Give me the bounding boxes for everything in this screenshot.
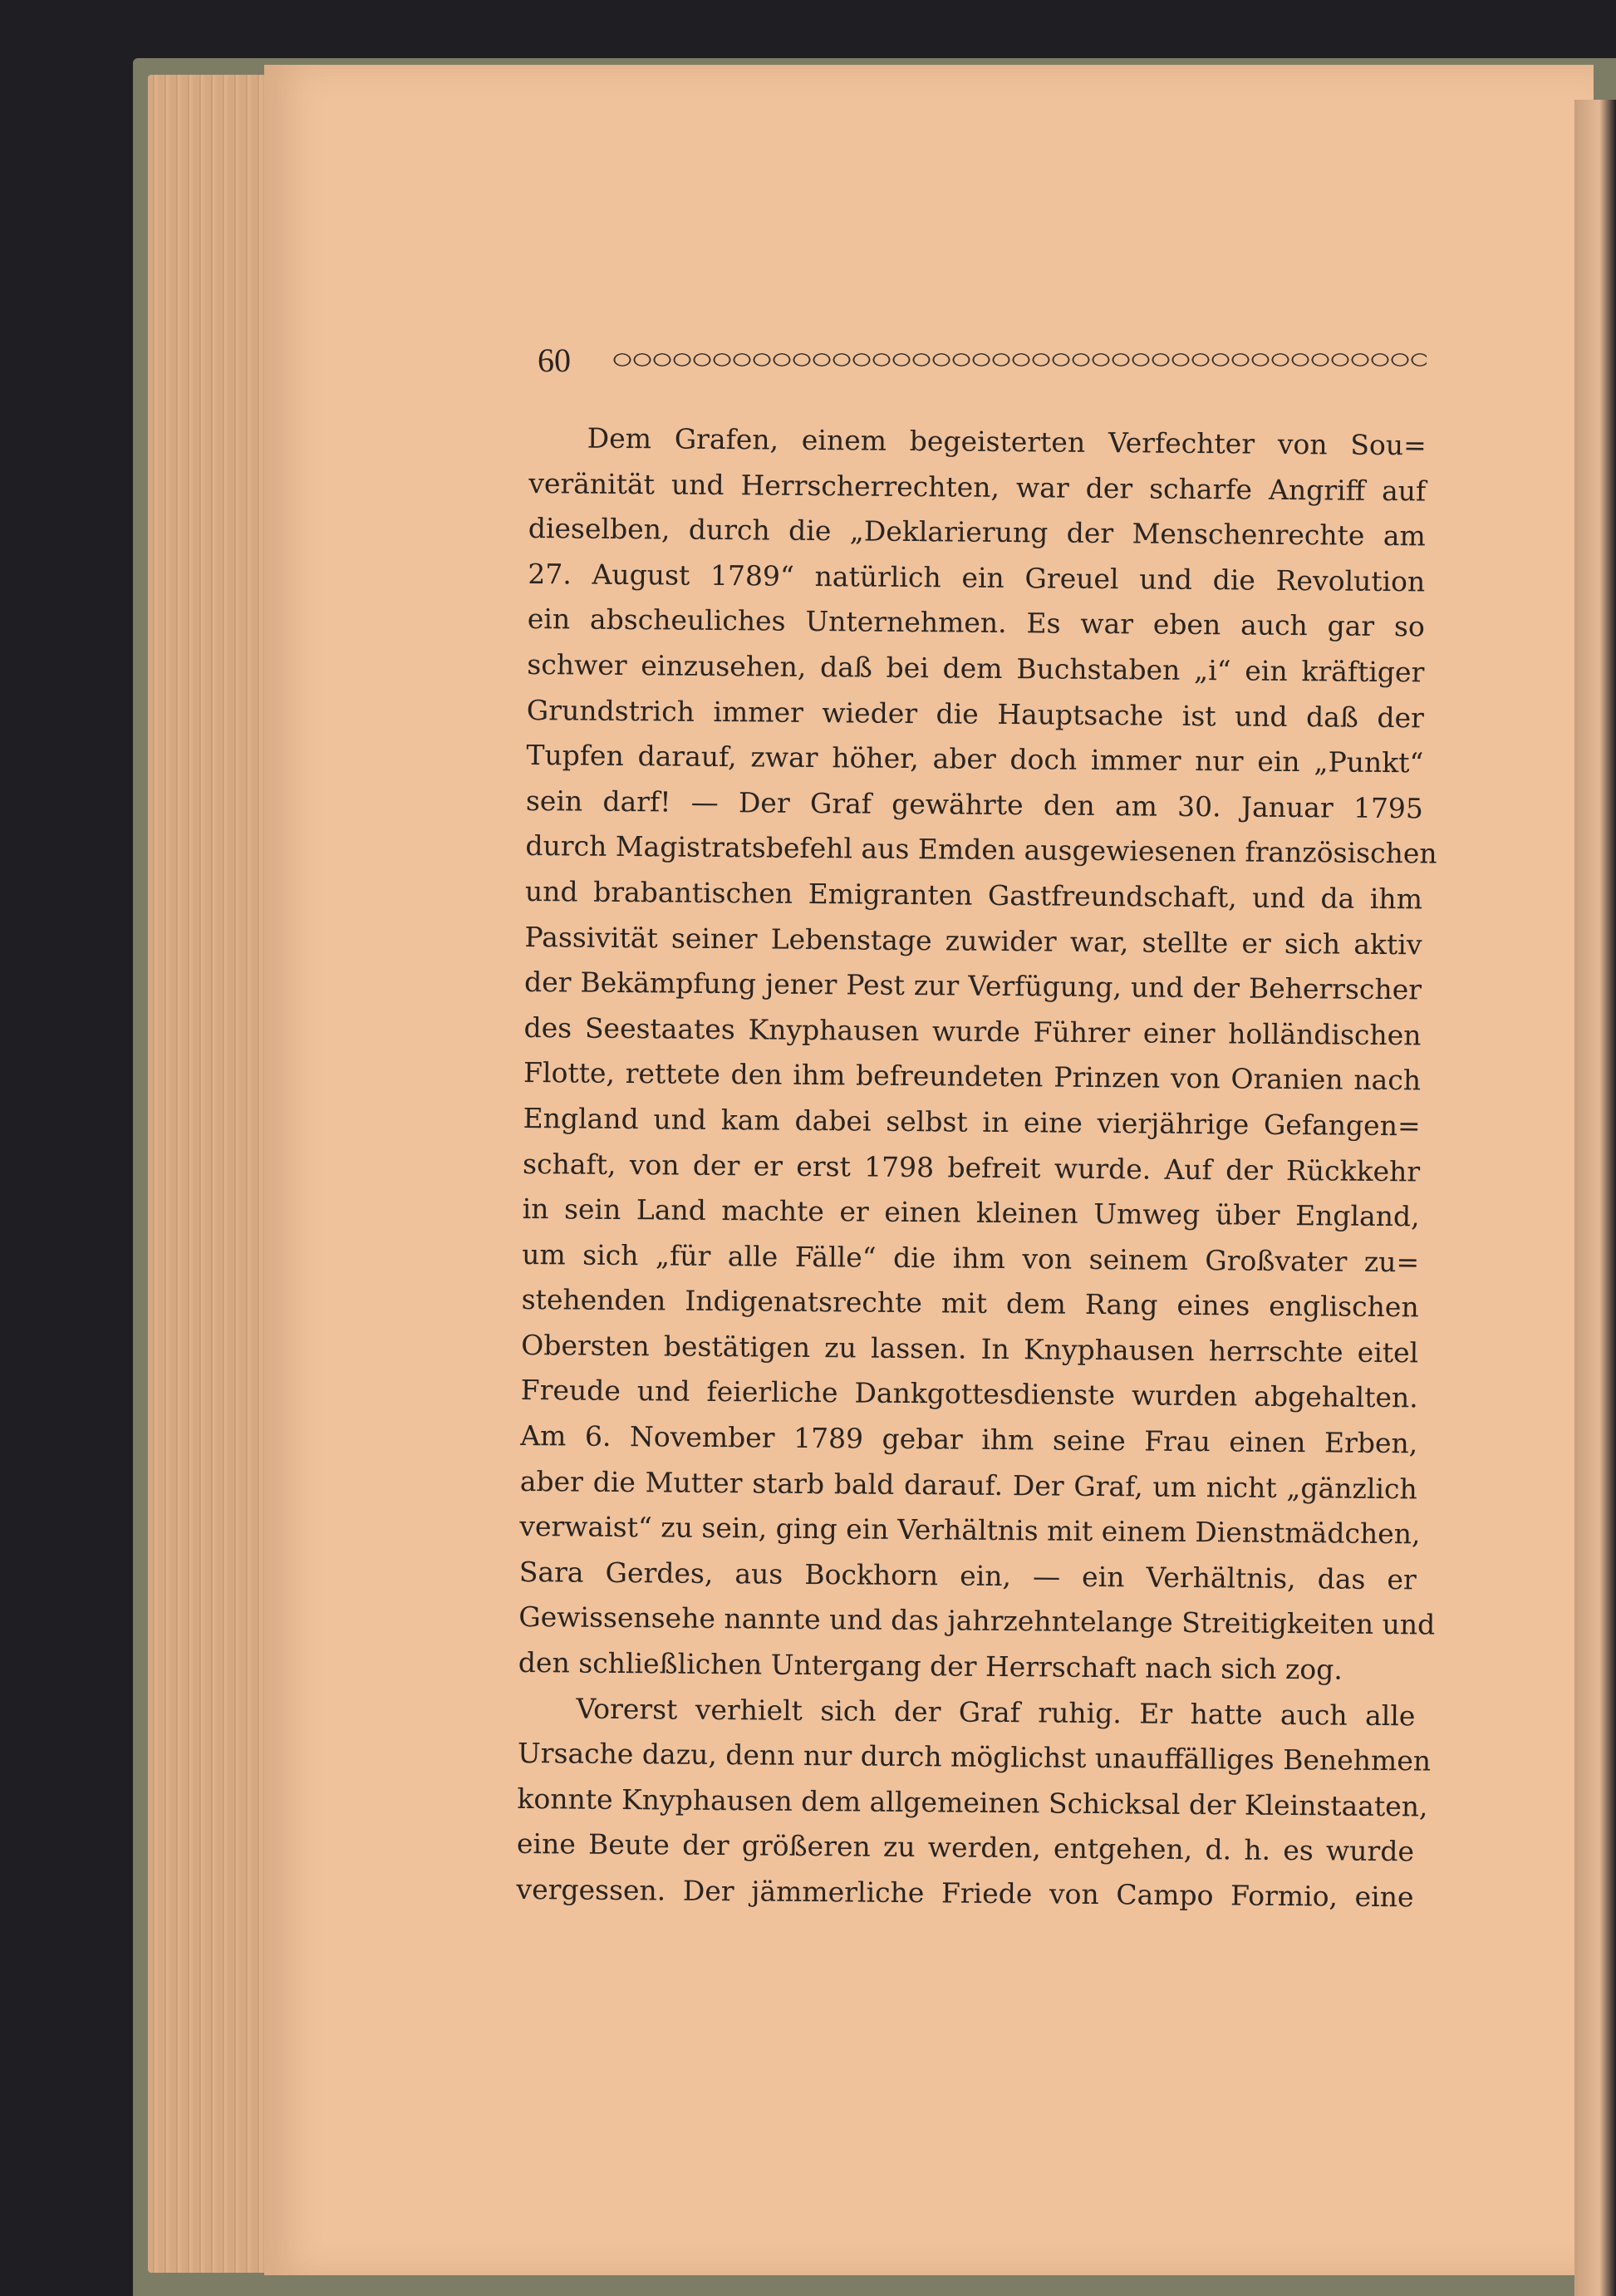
text-line: Gewissensehe nannte und das jahrzehntelange Streitigkeiten und	[518, 1600, 1436, 1642]
text-line: um sich „für alle Fälle“ die ihm von seinem Großvater zu=	[522, 1237, 1420, 1279]
text-line: der Bekämpfung jener Pest zur Verfügung, und der Beherrscher	[523, 966, 1422, 1006]
text-line: Obersten bestätigen zu lassen. In Knyphausen herrschte eitel	[521, 1328, 1419, 1369]
text-line: stehenden Indigenatsrechte mit dem Rang eines englischen	[521, 1283, 1419, 1324]
facing-page-edge	[1574, 100, 1616, 2296]
text-line: vergessen. Der jämmerliche Friede von Campo Formio, eine	[516, 1872, 1414, 1914]
header-ornament-rule	[612, 351, 1427, 369]
text-line: den schließlichen Untergang der Herrschaft nach sich zog.	[518, 1645, 1343, 1686]
text-line: Tupfen darauf, zwar höher, aber doch immer nur ein „Punkt“	[526, 739, 1424, 779]
text-line: eine Beute der größeren zu werden, entgehen, d. h. es wurde	[516, 1827, 1415, 1868]
text-line: England und kam dabei selbst in eine vierjährige Gefangen=	[523, 1101, 1421, 1143]
text-line: aber die Mutter starb bald darauf. Der Graf, um nicht „gänzlich	[519, 1464, 1417, 1506]
page-header	[538, 339, 1427, 381]
page-edges	[148, 75, 277, 2273]
text-line: Sara Gerdes, aus Bockhorn ein, — ein Verhältnis, das er	[518, 1555, 1417, 1596]
text-line: Freude und feierliche Dankgottesdienste wurden abgehalten.	[520, 1374, 1418, 1414]
text-line: ein abscheuliches Unternehmen. Es war eben auch gar so	[527, 602, 1425, 643]
text-line: konnte Knyphausen dem allgemeinen Schicksal der Kleinstaaten,	[517, 1782, 1428, 1823]
text-line: veränität und Herrscherrechten, war der scharfe Angriff auf	[528, 466, 1427, 508]
text-line: 27. August 1789“ natürlich ein Greuel und die Revolution	[528, 557, 1426, 598]
text-line: schwer einzusehen, daß bei dem Buchstaben „i“ ein kräftiger	[527, 647, 1425, 689]
text-line: schaft, von der er erst 1798 befreit wurde. Auf der Rückkehr	[522, 1147, 1421, 1187]
page-number: 60	[538, 341, 571, 379]
text-line: sein darf! — Der Graf gewährte den am 30. Januar 1795	[525, 784, 1424, 825]
text-line: Am 6. November 1789 gebar ihm seine Frau einen Erben,	[520, 1419, 1418, 1460]
text-line: durch Magistratsbefehl aus Emden ausgewiesenen französischen	[525, 829, 1437, 870]
body-text	[516, 415, 1437, 1920]
text-line: dieselben, durch die „Deklarierung der Menschenrechte am	[528, 512, 1426, 553]
text-line: Grundstrich immer wieder die Hauptsache ist und daß der	[526, 693, 1425, 734]
text-line: in sein Land machte er einen kleinen Umweg über England,	[522, 1192, 1420, 1233]
text-line: verwaist“ zu sein, ging ein Verhältnis mit einem Dienstmädchen,	[519, 1510, 1421, 1551]
text-line: Flotte, rettete den ihm befreundeten Prinzen von Oranien nach	[523, 1056, 1422, 1097]
text-line: und brabantischen Emigranten Gastfreundschaft, und da ihm	[524, 874, 1423, 916]
text-line: Dem Grafen, einem begeisterten Verfechter von Sou=	[587, 421, 1427, 462]
text-line: Passivität seiner Lebenstage zuwider war, stellte er sich aktiv	[524, 920, 1422, 961]
text-line: Vorerst verhielt sich der Graf ruhig. Er hatte auch alle	[576, 1692, 1416, 1732]
text-line: Ursache dazu, denn nur durch möglichst unauffälliges Benehmen	[517, 1737, 1432, 1777]
text-line: des Seestaates Knyphausen wurde Führer einer holländischen	[523, 1010, 1422, 1052]
